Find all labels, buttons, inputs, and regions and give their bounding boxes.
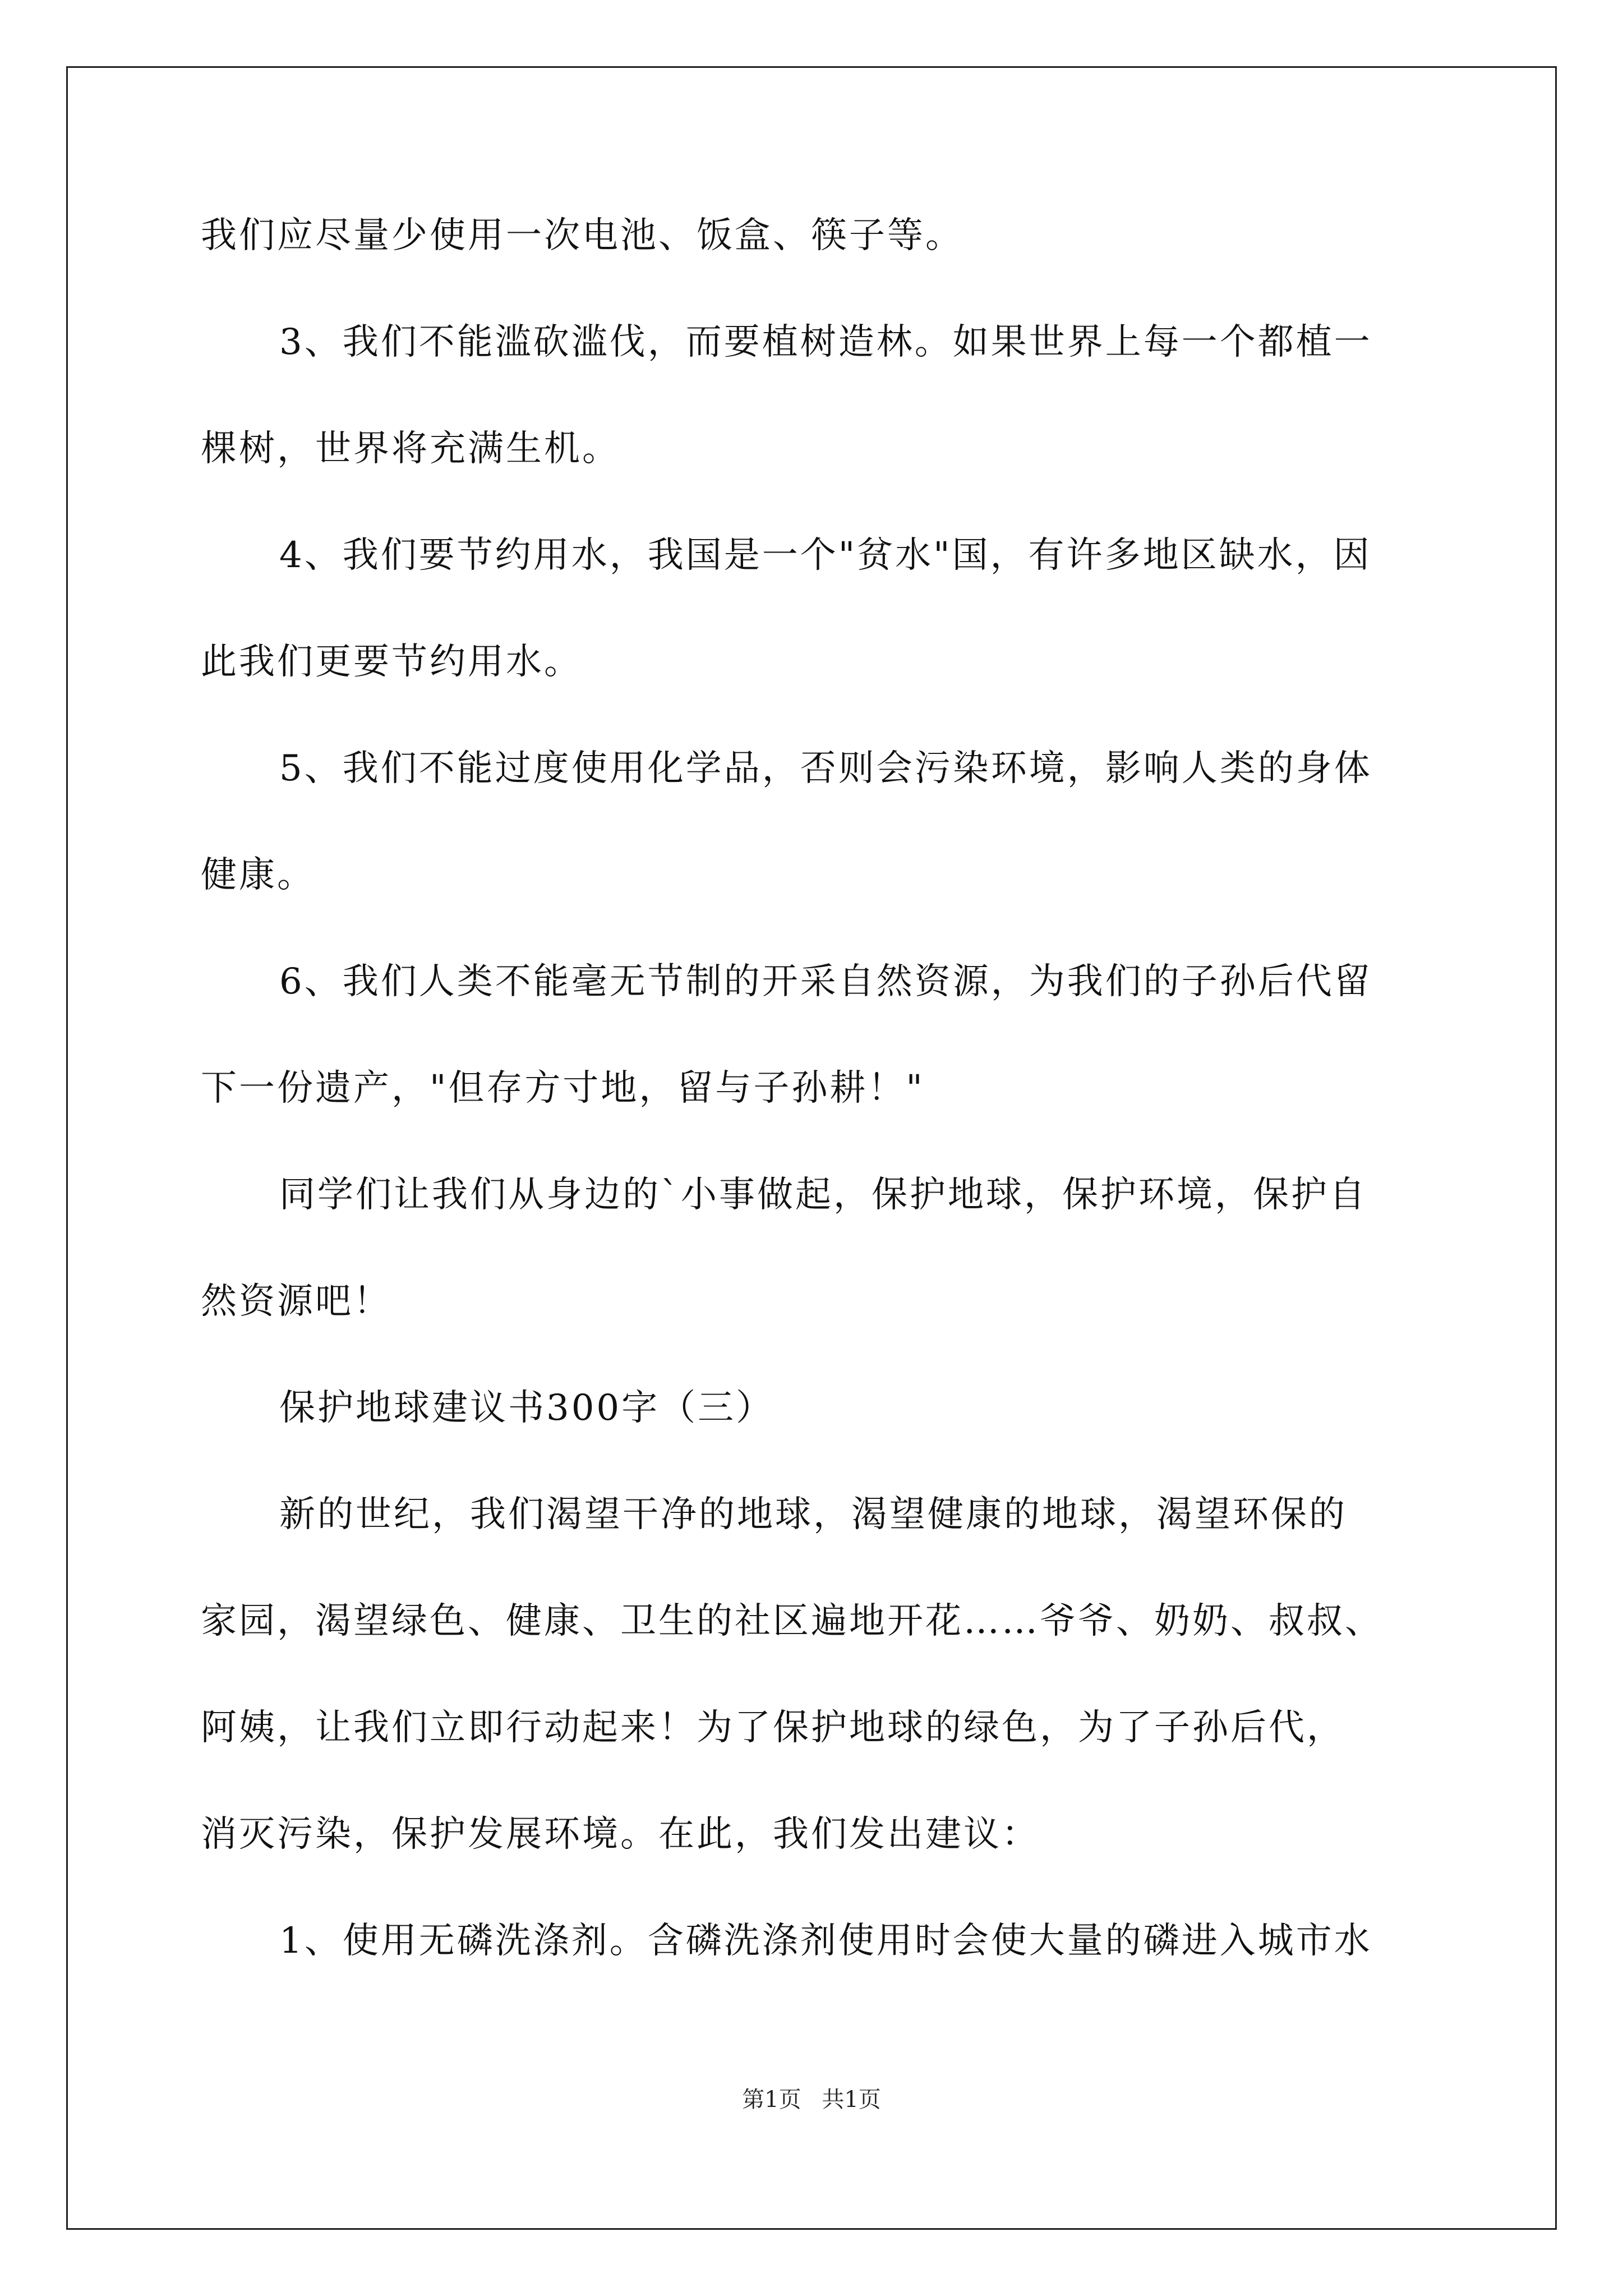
text-line: 阿姨，让我们立即行动起来！为了保护地球的绿色，为了子孙后代， xyxy=(201,1707,1345,1749)
text-line: 棵树，世界将充满生机。 xyxy=(201,428,620,470)
text-line: 3、我们不能滥砍滥伐，而要植树造林。如果世界上每一个都植一 xyxy=(279,321,1372,363)
page-footer xyxy=(0,2086,1623,2114)
text-line: 然资源吧！ xyxy=(201,1281,391,1322)
text-line: 我们应尽量少使用一次电池、饭盒、筷子等。 xyxy=(201,215,963,256)
page-total: 共1页 xyxy=(822,2087,881,2113)
text-line: 新的世纪，我们渴望干净的地球，渴望健康的地球，渴望环保的 xyxy=(279,1494,1347,1535)
text-line: 同学们让我们从身边的`小事做起，保护地球，保护环境，保护自 xyxy=(279,1174,1367,1216)
text-line: 4、我们要节约用水，我国是一个"贫水"国，有许多地区缺水，因 xyxy=(279,535,1372,576)
text-line: 1、使用无磷洗涤剂。含磷洗涤剂使用时会使大量的磷进入城市水 xyxy=(279,1920,1372,1962)
page-border xyxy=(66,66,1557,2230)
text-line: 此我们更要节约用水。 xyxy=(201,641,582,683)
page-number: 第1页 xyxy=(742,2087,801,2113)
text-line: 家园，渴望绿色、健康、卫生的社区遍地开花……爷爷、奶奶、叔叔、 xyxy=(201,1600,1383,1642)
section-heading: 保护地球建议书300字（三） xyxy=(279,1387,774,1429)
text-line: 5、我们不能过度使用化学品，否则会污染环境，影响人类的身体 xyxy=(279,748,1372,789)
text-line: 健康。 xyxy=(201,854,315,896)
text-line: 下一份遗产，"但存方寸地，留与子孙耕！" xyxy=(201,1068,925,1109)
text-line: 消灭污染，保护发展环境。在此，我们发出建议： xyxy=(201,1814,1040,1855)
text-line: 6、我们人类不能毫无节制的开采自然资源，为我们的子孙后代留 xyxy=(279,961,1372,1002)
